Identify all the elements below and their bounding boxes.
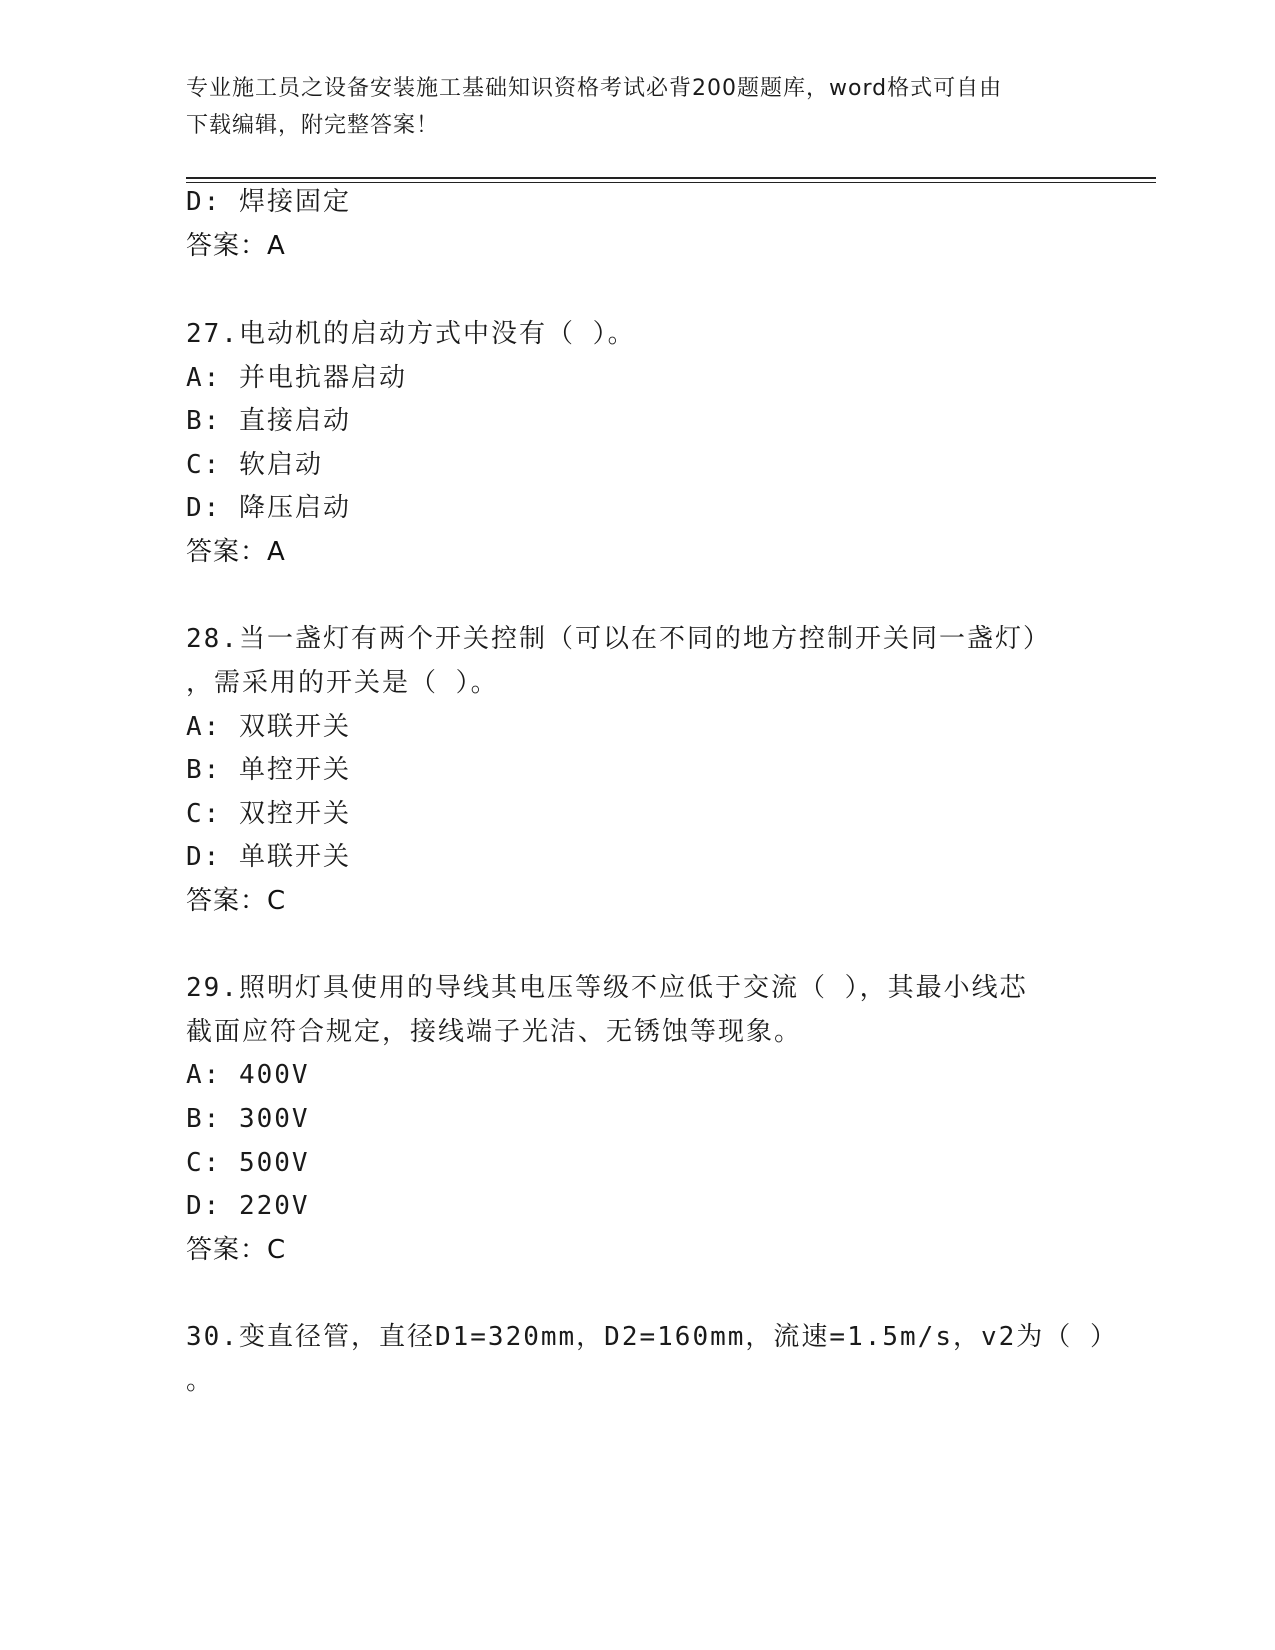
header-title-line-1: 专业施工员之设备安装施工基础知识资格考试必背200题题库，word格式可自由	[186, 76, 1003, 101]
q29-option-b: B: 300V	[186, 1104, 310, 1134]
q27-answer: 答案：A	[186, 537, 286, 567]
q29-option-d: D: 220V	[186, 1191, 310, 1221]
q27-option-a: A: 并电抗器启动	[186, 363, 407, 393]
q28-stem-line-1: 28.当一盏灯有两个开关控制（可以在不同的地方控制开关同一盏灯）	[186, 624, 1051, 654]
q28-option-b: B: 单控开关	[186, 755, 351, 785]
q29-answer: 答案：C	[186, 1235, 287, 1265]
q29-stem-line-1: 29.照明灯具使用的导线其电压等级不应低于交流（ ），其最小线芯	[186, 973, 1028, 1003]
q26-option-d: D: 焊接固定	[186, 187, 351, 217]
q29-stem-line-2: 截面应符合规定，接线端子光洁、无锈蚀等现象。	[186, 1017, 803, 1047]
document-header	[186, 70, 1066, 144]
q26-answer: 答案：A	[186, 231, 286, 261]
header-divider-thin	[186, 182, 1156, 183]
q28-answer: 答案：C	[186, 886, 287, 916]
q29-option-c: C: 500V	[186, 1148, 310, 1178]
header-divider-thick	[186, 177, 1156, 179]
q27-stem: 27.电动机的启动方式中没有（ ）。	[186, 319, 636, 349]
q28-stem-line-2: ，需采用的开关是（ ）。	[186, 668, 499, 698]
q28-option-d: D: 单联开关	[186, 842, 351, 872]
q28-option-a: A: 双联开关	[186, 712, 351, 742]
header-title-line-2: 下载编辑，附完整答案！	[186, 113, 440, 138]
q27-option-c: C: 软启动	[186, 450, 323, 480]
q29-option-a: A: 400V	[186, 1060, 310, 1090]
q30-stem-line-1: 30.变直径管，直径D1=320mm，D2=160mm，流速=1.5m/s，v2为（ ）	[186, 1322, 1118, 1352]
q28-option-c: C: 双控开关	[186, 799, 351, 829]
q27-option-d: D: 降压启动	[186, 493, 351, 523]
q30-stem-line-2: 。	[186, 1366, 215, 1396]
q27-option-b: B: 直接启动	[186, 406, 351, 436]
